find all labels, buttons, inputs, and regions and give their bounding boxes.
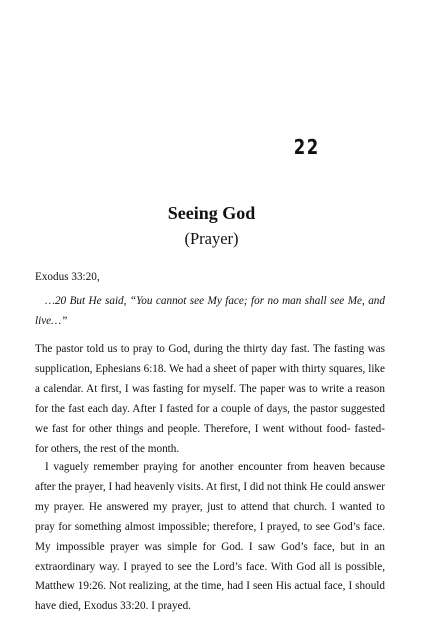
scripture-quote: …20 But He said, “You cannot see My face; for no man shall see Me, and live…” [35,295,385,327]
chapter-title: Seeing God [167,203,256,223]
chapter-number: 22 [293,135,320,159]
body-paragraph-2: I vaguely remember praying for another encounter from heaven because after the prayer, I had heavenly visits. At first, I did not think He could answer my prayer. He answered my prayer, just to attend that church. I wanted to pray for something almost impossible; therefore, I prayed, to see God’s face. My impossible prayer was simple for God. I saw God’s face, but in an extraordinary way. I prayed to see the Lord’s face. With God all is possible, Matthew 19:26. Not realizing, at the time, had I seen His actual face, I should have died, Exodus 33:20. I prayed. [35,461,385,613]
body-paragraph-1: The pastor told us to pray to God, during the thirty day fast. The fasting was supplication, Ephesians 6:18. We had a sheet of paper with thirty squares, like a calendar. At first, I was fasting for myself. The paper was to write a reason for the fast each day. After I fasted for a couple of days, the pastor suggested we fast for other things and people. Therefore, I went without food- fasted- for others, the rest of the month. [35,343,385,455]
chapter-subtitle: (Prayer) [184,229,239,248]
scripture-reference: Exodus 33:20, [35,271,100,283]
